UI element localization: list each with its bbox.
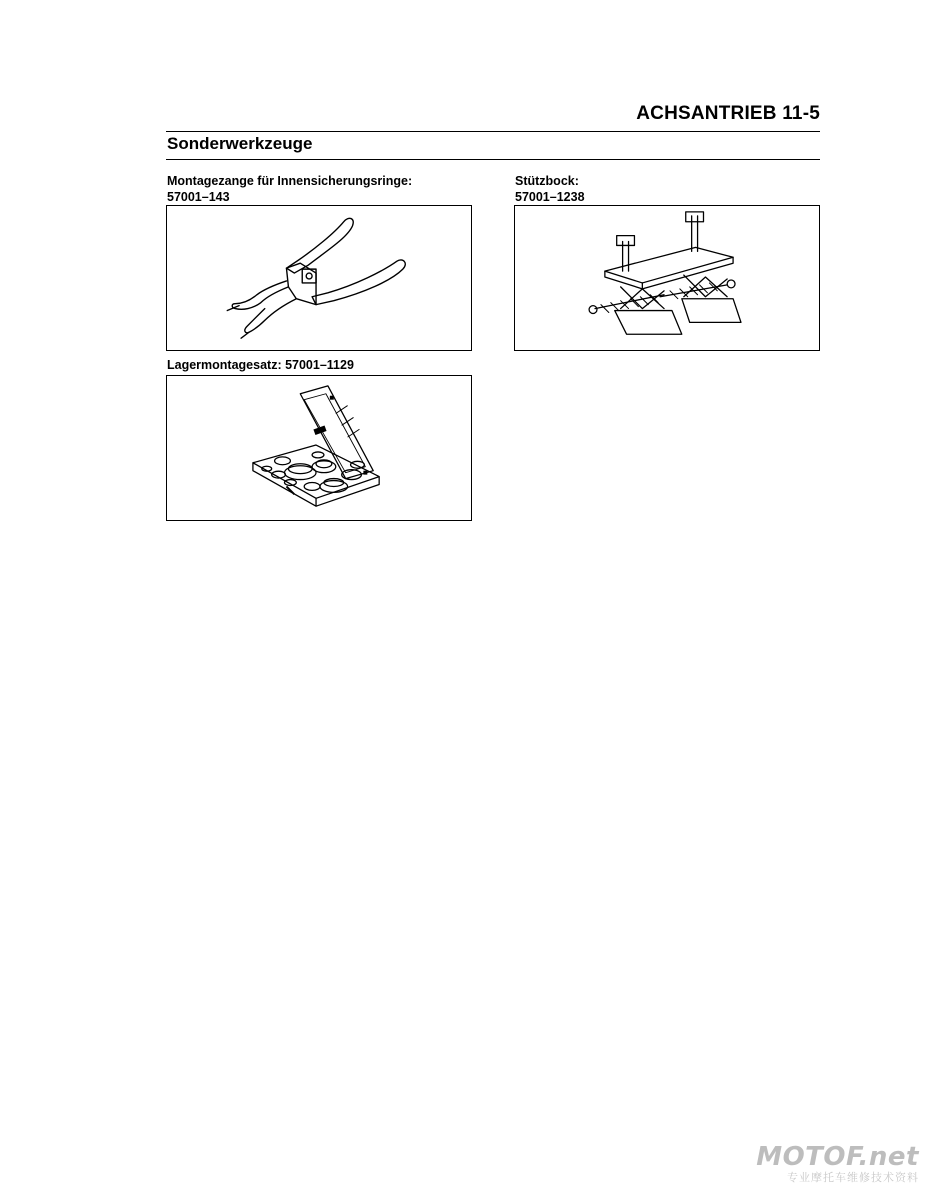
tool-figure-bearing-set xyxy=(166,375,472,521)
watermark-logo xyxy=(756,1143,919,1184)
bearing-driver-set-icon xyxy=(167,376,471,520)
watermark-main: MOTOF.net xyxy=(756,1142,919,1172)
section-title: Sonderwerkzeuge xyxy=(167,134,313,153)
tool-label-stand xyxy=(515,173,585,205)
section-rule xyxy=(166,159,820,160)
tool-part-number: 57001–143 xyxy=(167,190,230,204)
page-header-title: ACHSANTRIEB 11-5 xyxy=(636,103,820,124)
tool-label-pliers xyxy=(167,173,412,205)
tool-name: Stützbock: xyxy=(515,174,579,188)
tool-figure-stand xyxy=(514,205,820,351)
tool-name: Montagezange für Innensicherungsringe: xyxy=(167,174,413,188)
tool-label-bearing-set: Lagermontagesatz: 57001–1129 xyxy=(167,358,354,372)
watermark-sub: 专业摩托车维修技术资料 xyxy=(787,1171,919,1184)
support-stand-icon xyxy=(515,206,819,350)
header-rule xyxy=(166,131,820,132)
snap-ring-pliers-icon xyxy=(167,206,471,350)
tool-figure-pliers xyxy=(166,205,472,351)
tool-part-number: 57001–1238 xyxy=(515,190,585,204)
